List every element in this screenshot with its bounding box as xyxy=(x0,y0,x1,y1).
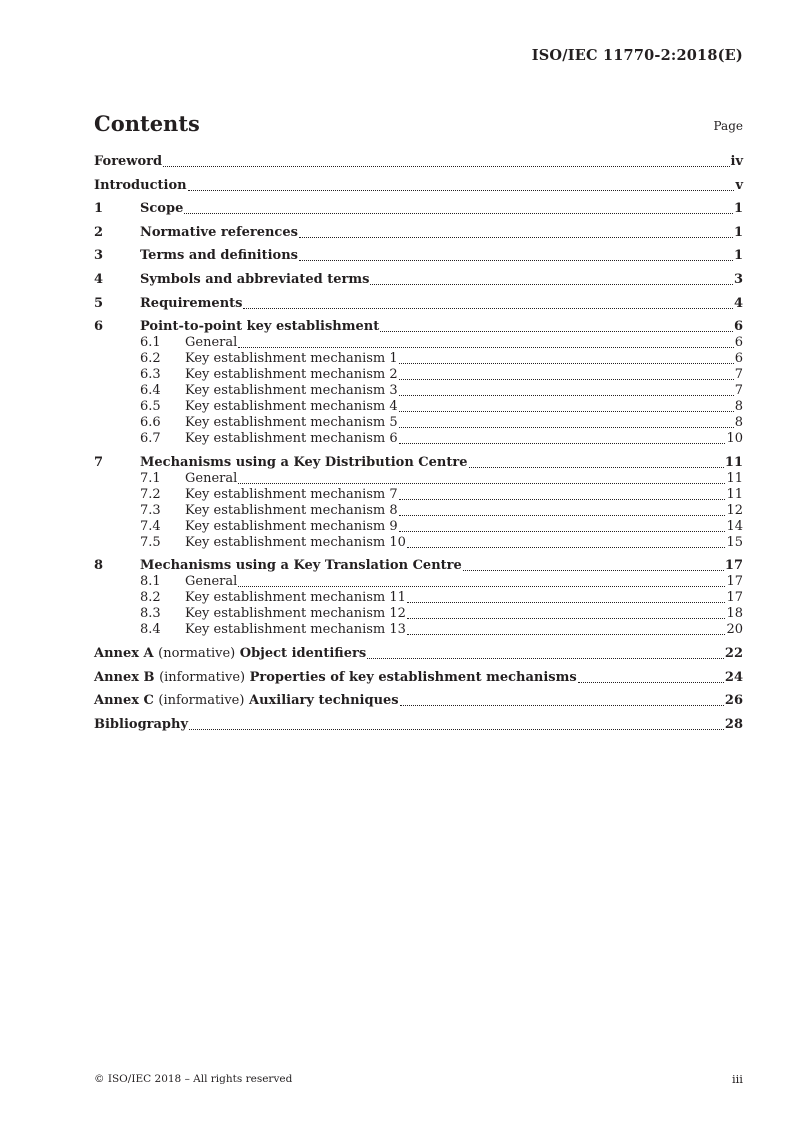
toc-entry-1[interactable] xyxy=(94,201,743,217)
toc-entry-number: 7.1 xyxy=(140,470,161,486)
toc-entry-page: 1 xyxy=(733,248,743,264)
toc-entry-page: 11 xyxy=(726,486,743,502)
toc-entry-page: 7 xyxy=(734,367,743,383)
toc-entry-page: 17 xyxy=(724,558,743,574)
toc-entry-number: 7 xyxy=(94,454,104,470)
toc-entry-label: Introduction xyxy=(94,177,187,193)
toc-entry-3[interactable] xyxy=(94,248,743,264)
dot-leader xyxy=(370,284,732,285)
dot-leader xyxy=(399,443,726,444)
dot-leader xyxy=(469,467,724,468)
annex-kind: (informative) xyxy=(158,693,245,709)
toc-entry-annex-a[interactable] xyxy=(94,646,743,662)
document-id: ISO/IEC 11770-2:2018(E) xyxy=(531,47,743,64)
toc-entry-page: iv xyxy=(730,154,743,169)
dot-leader xyxy=(407,547,726,548)
toc-entry-label: General xyxy=(185,470,238,486)
toc-entry-label: Point-to-point key establishment xyxy=(140,319,380,335)
toc-entry-page: 28 xyxy=(724,716,743,732)
toc-entry-label: Foreword xyxy=(94,154,163,169)
toc-entry-page: 6 xyxy=(734,351,743,367)
toc-entry-7-1[interactable] xyxy=(94,471,743,487)
toc-entry-label: Bibliography xyxy=(94,716,189,732)
dot-leader xyxy=(407,602,726,603)
dot-leader xyxy=(463,570,724,571)
dot-leader xyxy=(380,331,733,332)
dot-leader xyxy=(578,682,724,683)
toc-entry-label: General xyxy=(185,574,238,590)
toc-entry-label: Key establishment mechanism 12 xyxy=(185,606,406,622)
toc-entry-label xyxy=(94,646,366,662)
toc-entry-number: 2 xyxy=(94,224,104,240)
toc-entry-page: 20 xyxy=(726,622,743,638)
toc-entry-number: 7.2 xyxy=(140,486,161,502)
toc-entry-7-5[interactable] xyxy=(94,535,743,551)
dot-leader xyxy=(399,515,726,516)
annex-title: Object identifiers xyxy=(239,645,367,661)
toc-entry-label: Key establishment mechanism 7 xyxy=(185,486,398,502)
toc-entry-label: Scope xyxy=(140,201,184,217)
toc-entry-number: 6.6 xyxy=(140,415,161,431)
toc-entry-5[interactable] xyxy=(94,296,743,312)
dot-leader xyxy=(238,347,733,348)
toc-entry-number: 6.1 xyxy=(140,335,161,351)
toc-entry-page: 22 xyxy=(724,645,743,661)
toc-entry-label: General xyxy=(185,335,238,351)
dot-leader xyxy=(184,213,733,214)
toc-entry-annex-b[interactable] xyxy=(94,670,743,686)
page-column-label: Page xyxy=(713,119,743,133)
toc-entry-number: 1 xyxy=(94,201,104,217)
copyright-notice: © ISO/IEC 2018 – All rights reserved xyxy=(94,1073,293,1085)
toc-entry-label: Key establishment mechanism 6 xyxy=(185,431,398,447)
toc-entry-page: 15 xyxy=(726,534,743,550)
dot-leader xyxy=(188,190,735,191)
toc-entry-page: 8 xyxy=(734,399,743,415)
toc-entry-page: 6 xyxy=(734,335,743,351)
annex-kind: (normative) xyxy=(158,645,236,661)
toc-entry-number: 7.3 xyxy=(140,502,161,518)
toc-entry-page: 17 xyxy=(726,590,743,606)
toc-entry-6-6[interactable] xyxy=(94,415,743,431)
toc-entry-page: 3 xyxy=(733,271,743,287)
toc-entry-7[interactable] xyxy=(94,455,743,471)
toc-entry-label: Key establishment mechanism 3 xyxy=(185,383,398,399)
toc-entry-page: 1 xyxy=(733,224,743,240)
toc-entry-label: Key establishment mechanism 9 xyxy=(185,518,398,534)
toc-entry-7-2[interactable] xyxy=(94,487,743,503)
contents-title: Contents xyxy=(94,111,200,136)
toc-entry-8-2[interactable] xyxy=(94,590,743,606)
toc-entry-number: 6.3 xyxy=(140,367,161,383)
toc-entry-number: 8.3 xyxy=(140,606,161,622)
toc-entry-2[interactable] xyxy=(94,225,743,241)
annex-kind: (informative) xyxy=(159,669,246,685)
toc-entry-page: 10 xyxy=(726,431,743,447)
dot-leader xyxy=(189,729,724,730)
toc-entry-label: Mechanisms using a Key Distribution Centre xyxy=(140,454,468,470)
toc-entry-number: 8.1 xyxy=(140,574,161,590)
dot-leader xyxy=(399,531,726,532)
dot-leader xyxy=(399,395,734,396)
toc-entry-label: Normative references xyxy=(140,224,298,240)
toc-entry-number: 8.4 xyxy=(140,622,161,638)
toc-entry-number: 7.5 xyxy=(140,534,161,550)
toc-entry-page: 12 xyxy=(726,502,743,518)
toc-entry-page: 18 xyxy=(726,606,743,622)
dot-leader xyxy=(407,634,726,635)
toc-entry-foreword[interactable] xyxy=(94,154,743,170)
toc-entry-number: 3 xyxy=(94,248,104,264)
toc-entry-bibliography[interactable] xyxy=(94,717,743,733)
toc-entry-6-3[interactable] xyxy=(94,367,743,383)
toc-entry-page: v xyxy=(735,177,743,193)
toc-entry-page: 4 xyxy=(733,295,743,311)
toc-entry-page: 17 xyxy=(726,574,743,590)
dot-leader xyxy=(299,237,733,238)
dot-leader xyxy=(400,705,724,706)
dot-leader xyxy=(407,618,726,619)
dot-leader xyxy=(367,658,724,659)
toc-entry-label: Key establishment mechanism 2 xyxy=(185,367,398,383)
toc-entry-6-7[interactable] xyxy=(94,431,743,447)
toc-entry-number: 8.2 xyxy=(140,590,161,606)
annex-title: Properties of key establishment mechanisms xyxy=(249,669,577,685)
toc-entry-label: Key establishment mechanism 8 xyxy=(185,502,398,518)
toc-entry-7-3[interactable] xyxy=(94,503,743,519)
toc-entry-number: 5 xyxy=(94,295,104,311)
table-of-contents xyxy=(94,154,743,740)
toc-entry-label: Key establishment mechanism 13 xyxy=(185,622,406,638)
toc-entry-label xyxy=(94,693,399,709)
toc-entry-label: Key establishment mechanism 1 xyxy=(185,351,398,367)
toc-entry-label: Key establishment mechanism 4 xyxy=(185,399,398,415)
toc-entry-number: 6.5 xyxy=(140,399,161,415)
toc-entry-8-4[interactable] xyxy=(94,622,743,638)
toc-entry-label: Symbols and abbreviated terms xyxy=(140,271,370,287)
toc-entry-7-4[interactable] xyxy=(94,519,743,535)
dot-leader xyxy=(399,427,734,428)
dot-leader xyxy=(238,483,725,484)
toc-entry-6[interactable] xyxy=(94,319,743,335)
dot-leader xyxy=(399,499,726,500)
toc-entry-number: 6.4 xyxy=(140,383,161,399)
toc-entry-number: 4 xyxy=(94,271,104,287)
toc-entry-6-4[interactable] xyxy=(94,383,743,399)
toc-entry-number: 7.4 xyxy=(140,518,161,534)
toc-entry-page: 14 xyxy=(726,518,743,534)
toc-entry-4[interactable] xyxy=(94,272,743,288)
toc-entry-label: Mechanisms using a Key Translation Centre xyxy=(140,558,462,574)
annex-prefix: Annex B xyxy=(94,669,155,685)
dot-leader xyxy=(299,260,733,261)
toc-entry-8[interactable] xyxy=(94,558,743,574)
annex-prefix: Annex A xyxy=(94,645,154,661)
annex-prefix: Annex C xyxy=(94,693,154,709)
toc-entry-number: 6.7 xyxy=(140,431,161,447)
toc-entry-page: 11 xyxy=(726,470,743,486)
toc-entry-label: Key establishment mechanism 5 xyxy=(185,415,398,431)
toc-entry-8-1[interactable] xyxy=(94,574,743,590)
toc-entry-label: Key establishment mechanism 11 xyxy=(185,590,406,606)
toc-entry-label: Key establishment mechanism 10 xyxy=(185,534,406,550)
toc-entry-annex-c[interactable] xyxy=(94,693,743,709)
dot-leader xyxy=(238,586,725,587)
toc-entry-8-3[interactable] xyxy=(94,606,743,622)
toc-entry-introduction[interactable] xyxy=(94,178,743,194)
toc-entry-page: 11 xyxy=(724,454,743,470)
dot-leader xyxy=(243,308,732,309)
page-number: iii xyxy=(731,1072,743,1086)
toc-entry-6-1[interactable] xyxy=(94,335,743,351)
toc-entry-page: 26 xyxy=(724,693,743,709)
toc-entry-6-5[interactable] xyxy=(94,399,743,415)
toc-entry-label: Terms and definitions xyxy=(140,248,298,264)
toc-entry-6-2[interactable] xyxy=(94,351,743,367)
toc-entry-number: 8 xyxy=(94,558,104,574)
toc-entry-label xyxy=(94,670,577,686)
toc-entry-page: 6 xyxy=(733,319,743,335)
toc-entry-number: 6 xyxy=(94,319,104,335)
toc-entry-page: 8 xyxy=(734,415,743,431)
toc-entry-page: 1 xyxy=(733,201,743,217)
toc-entry-label: Requirements xyxy=(140,295,243,311)
toc-entry-page: 24 xyxy=(724,669,743,685)
dot-leader xyxy=(163,166,729,167)
dot-leader xyxy=(399,379,734,380)
annex-title: Auxiliary techniques xyxy=(248,693,399,709)
toc-entry-number: 6.2 xyxy=(140,351,161,367)
toc-entry-page: 7 xyxy=(734,383,743,399)
dot-leader xyxy=(399,411,734,412)
dot-leader xyxy=(399,363,734,364)
